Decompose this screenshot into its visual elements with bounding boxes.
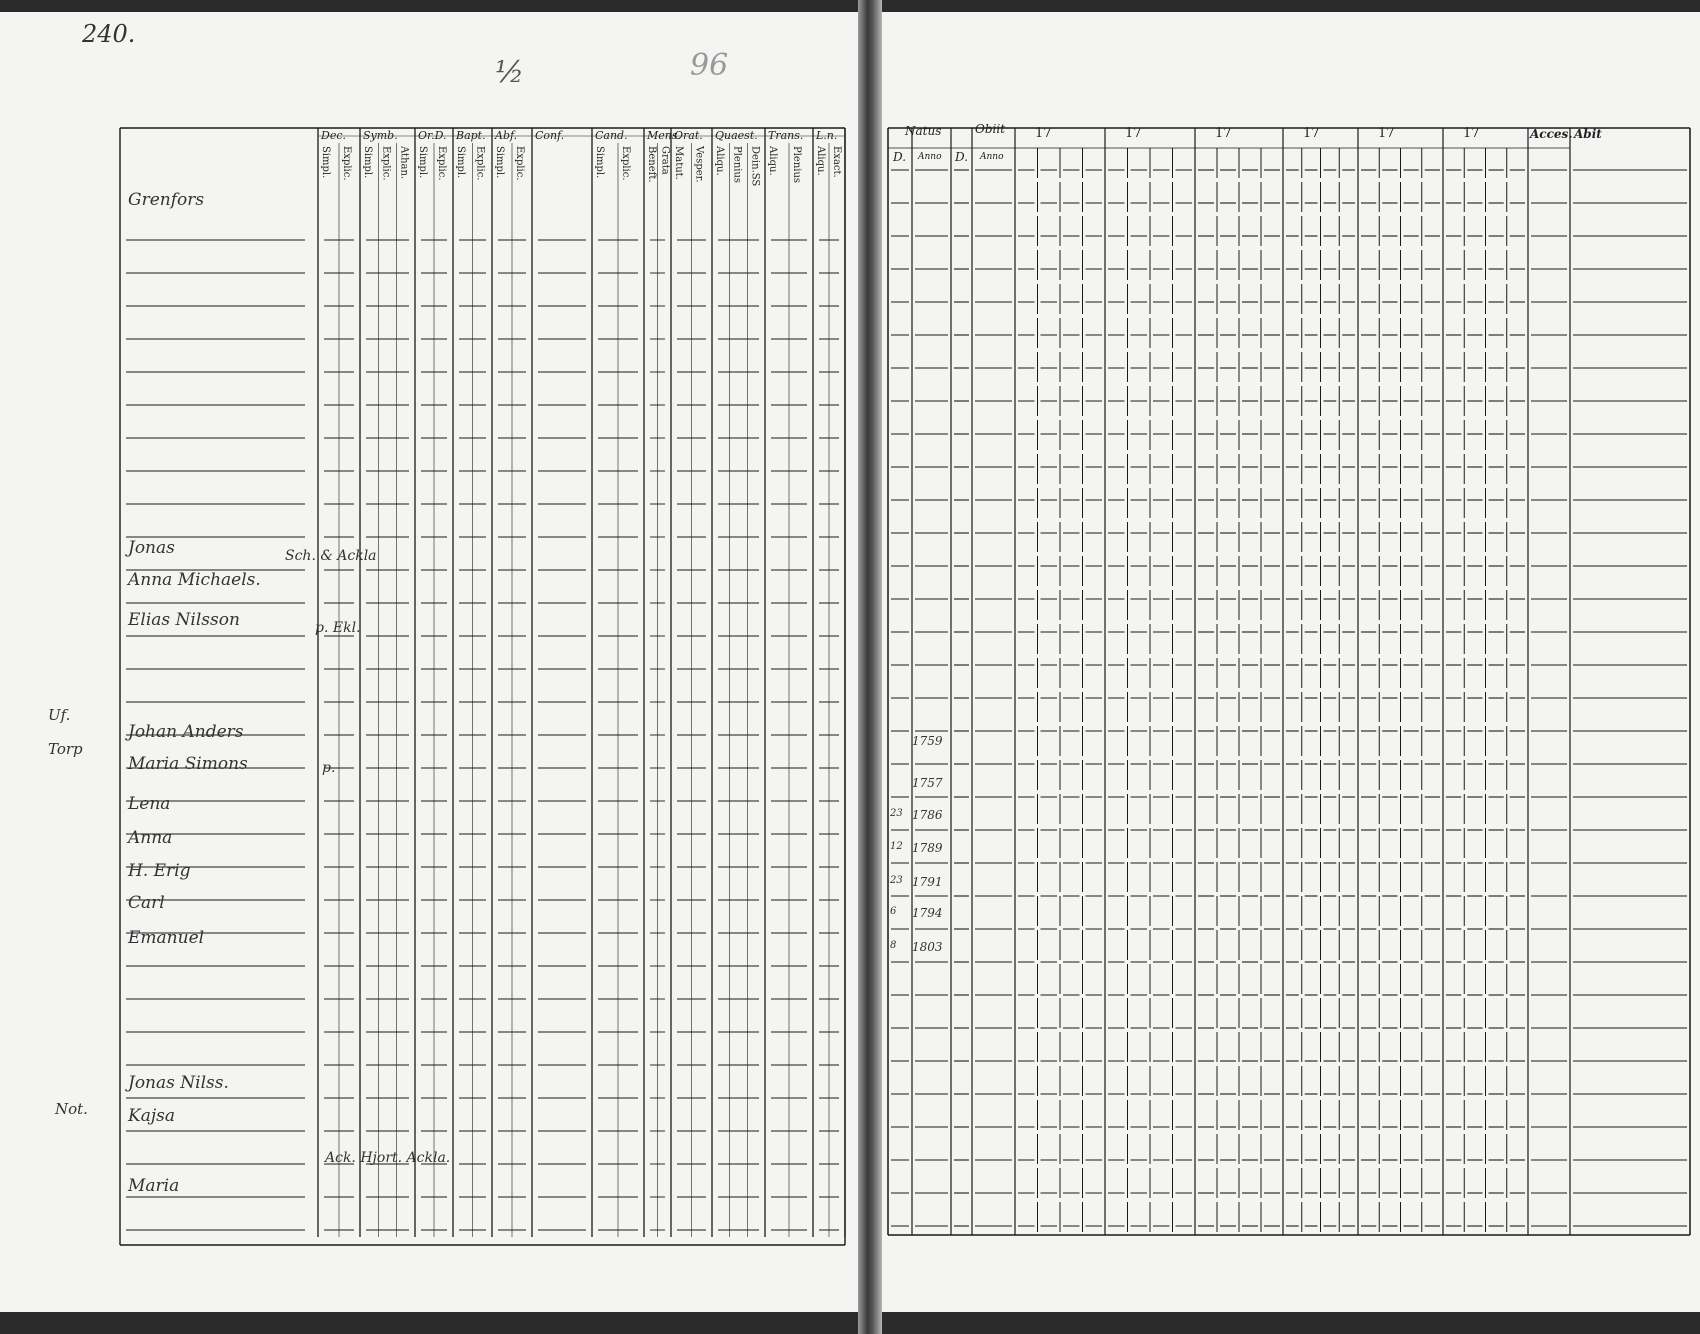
cell-entry: p. Ekl. xyxy=(315,620,361,636)
margin-note: Torp xyxy=(48,740,83,758)
margin-note: Not. xyxy=(55,1100,88,1118)
birth-year: 1789 xyxy=(912,841,943,855)
birth-year: 1759 xyxy=(912,734,943,748)
column-header-0: Dec. xyxy=(321,129,346,142)
birth-year: 1794 xyxy=(912,906,943,920)
column-header-2: Or.D. xyxy=(418,129,447,142)
column-header-4: Abf. xyxy=(495,129,518,142)
year-header: 17 xyxy=(1035,126,1052,141)
birth-year: 1786 xyxy=(912,808,943,822)
column-subheader: Explic. xyxy=(380,146,392,181)
name-entry: Anna Michaels. xyxy=(128,570,261,590)
column-header-10: Trans. xyxy=(768,129,804,142)
name-entry: Lena xyxy=(128,794,171,814)
cell-entry: Sch. & Ackla xyxy=(285,548,377,564)
column-header-7: Mens. xyxy=(647,129,681,142)
name-entry: Kajsa xyxy=(128,1106,175,1126)
column-subheader: Explic. xyxy=(514,146,525,181)
column-header-3: Bapt. xyxy=(456,129,486,142)
cell-entry: p. xyxy=(322,760,336,776)
natus-year-header: Anno xyxy=(918,152,942,162)
cell-entry: Ack. Hjort. Ackla. xyxy=(325,1150,451,1166)
column-subheader: Matut. xyxy=(673,146,684,180)
column-subheader: Aliqu. xyxy=(714,146,725,176)
column-subheader: Athan. xyxy=(398,146,410,180)
name-entry: Anna xyxy=(128,828,173,848)
name-entry: Maria Simons xyxy=(128,754,248,774)
name-entry: Jonas Nilss. xyxy=(128,1073,229,1093)
name-entry: H. Erig xyxy=(128,861,191,881)
column-subheader: Beneft. xyxy=(646,146,657,183)
year-header: 17 xyxy=(1378,126,1395,141)
acces-header: Acces. xyxy=(1530,127,1573,141)
column-subheader: Simpl. xyxy=(362,146,373,179)
birth-year: 1791 xyxy=(912,875,943,889)
top-note-faint: 96 xyxy=(690,48,729,83)
page-number: 240. xyxy=(82,20,136,48)
name-entry: Emanuel xyxy=(128,928,205,948)
column-subheader: Aliqu. xyxy=(815,146,826,176)
column-subheader: Dein.SS xyxy=(749,146,761,187)
top-note: ½ xyxy=(495,55,525,90)
birth-day: 6 xyxy=(890,906,897,917)
birth-day: 12 xyxy=(890,841,903,852)
column-subheader: Simpl. xyxy=(455,146,466,179)
name-entry: Johan Anders xyxy=(128,722,244,742)
margin-note: Uf. xyxy=(48,706,71,724)
obiit-day-header: D. xyxy=(955,150,969,164)
birth-day: 23 xyxy=(890,875,903,886)
column-subheader: Explic. xyxy=(620,146,631,181)
year-header: 17 xyxy=(1463,126,1480,141)
obiit-header: Obiit xyxy=(975,122,1006,136)
birth-day: 23 xyxy=(890,808,903,819)
column-header-1: Symb. xyxy=(363,129,398,142)
birth-day: 8 xyxy=(890,940,897,951)
column-subheader: Simpl. xyxy=(594,146,605,179)
column-subheader: Plenius xyxy=(791,146,802,184)
column-subheader: Explic. xyxy=(474,146,486,181)
name-entry: Grenfors xyxy=(128,190,205,210)
abit-header: Abit xyxy=(1574,127,1602,141)
column-subheader: Simpl. xyxy=(320,146,331,179)
column-subheader: Simpl. xyxy=(417,146,428,179)
column-subheader: Plenius xyxy=(731,146,743,184)
year-header: 17 xyxy=(1125,126,1142,141)
obiit-year-header: Anno xyxy=(980,152,1004,162)
name-entry: Maria xyxy=(128,1176,180,1196)
column-subheader: Exact. xyxy=(831,146,842,178)
column-subheader: Simpl. xyxy=(494,146,505,179)
name-entry: Carl xyxy=(128,893,165,913)
column-header-5: Conf. xyxy=(535,129,565,142)
column-subheader: Aliqu. xyxy=(767,146,778,176)
year-header: 17 xyxy=(1215,126,1232,141)
year-header: 17 xyxy=(1303,126,1320,141)
birth-year: 1803 xyxy=(912,940,943,954)
column-header-6: Cand. xyxy=(595,129,628,142)
natus-header: Natus xyxy=(905,124,942,138)
column-subheader: Grata xyxy=(659,146,671,175)
column-subheader: Explic. xyxy=(341,146,352,181)
birth-year: 1757 xyxy=(912,776,943,790)
column-subheader: Vesper. xyxy=(693,146,705,183)
name-entry: Elias Nilsson xyxy=(128,610,240,630)
column-header-9: Quaest. xyxy=(715,129,758,142)
column-header-8: Orat. xyxy=(674,129,703,142)
natus-day-header: D. xyxy=(893,150,907,164)
name-entry: Jonas xyxy=(128,538,175,558)
column-subheader: Explic. xyxy=(436,146,447,181)
column-header-11: L.n. xyxy=(816,129,838,142)
